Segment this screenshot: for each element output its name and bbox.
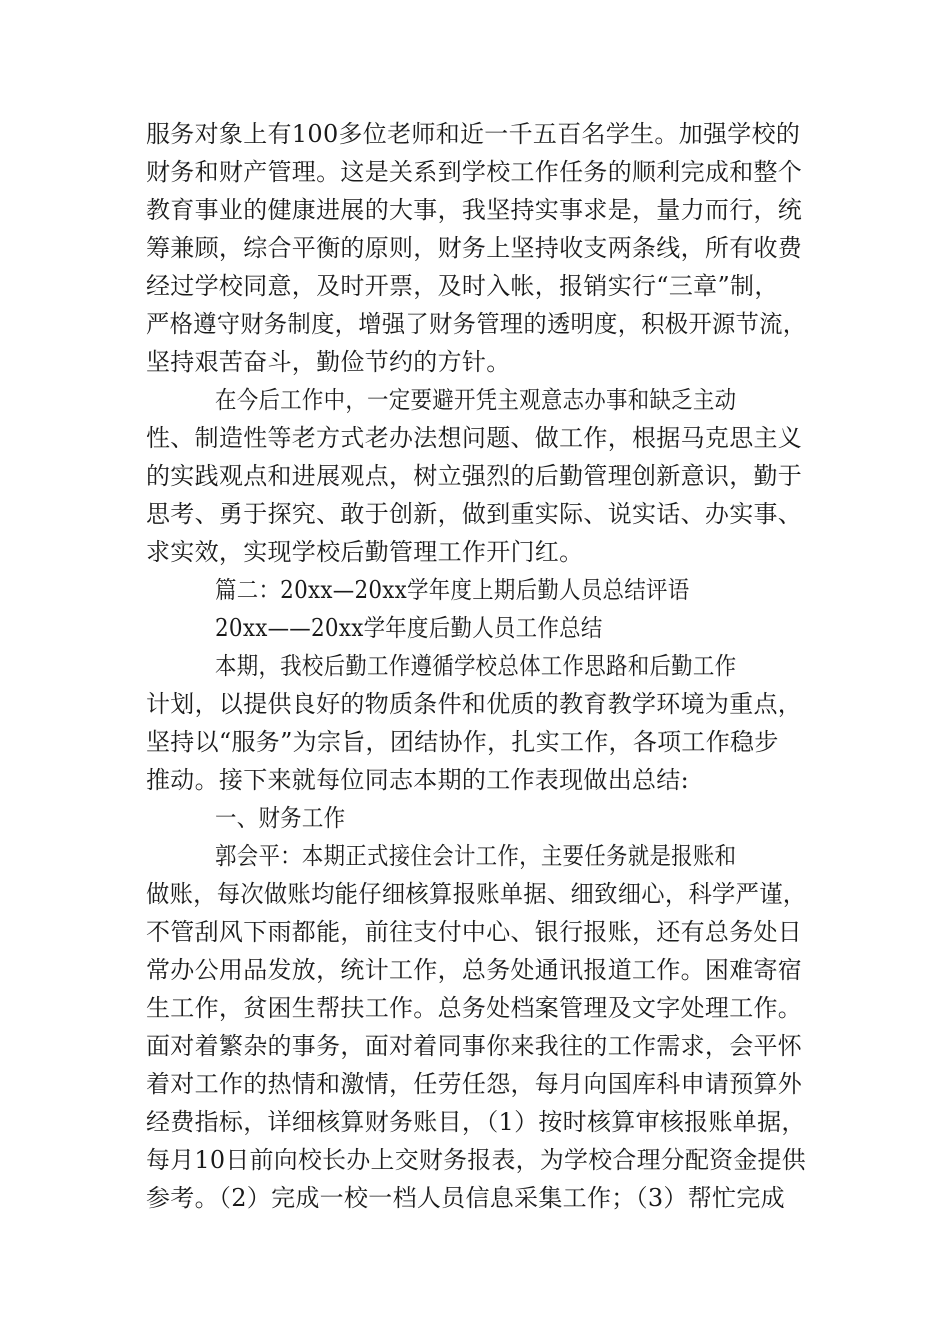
text-line: 着对工作的热情和激情，任劳任怨，每月向国库科申请预算外 <box>146 1070 803 1098</box>
text-line: 面对着繁杂的事务，面对着同事你来我往的工作需求，会平怀 <box>146 1032 803 1060</box>
text-line: 经费指标，详细核算财务账目，（1）按时核算审核报账单据， <box>146 1108 806 1136</box>
text-line: 计划，以提供良好的物质条件和优质的教育教学环境为重点， <box>146 690 803 718</box>
document-subtitle: 20xx——20xx学年度后勤人员工作总结 <box>215 614 603 642</box>
text-line: 服务对象上有100多位老师和近一千五百名学生。加强学校的 <box>146 120 801 148</box>
text-line: 坚持以“服务”为宗旨，团结协作，扎实工作，各项工作稳步 <box>146 728 779 756</box>
section-heading: 篇二：20xx—20xx学年度上期后勤人员总结评语 <box>215 576 690 604</box>
text-line: 本期，我校后勤工作遵循学校总体工作思路和后勤工作 <box>215 652 737 680</box>
text-line: 经过学校同意，及时开票，及时入帐，报销实行“三章”制， <box>146 272 779 300</box>
text-line: 在今后工作中，一定要避开凭主观意志办事和缺乏主动 <box>215 386 737 414</box>
text-line: 性、制造性等老方式老办法想问题、做工作，根据马克思主义 <box>146 424 803 452</box>
text-line: 严格遵守财务制度，增强了财务管理的透明度，积极开源节流， <box>146 310 807 338</box>
text-line: 筹兼顾，综合平衡的原则，财务上坚持收支两条线，所有收费 <box>146 234 803 262</box>
text-line: 坚持艰苦奋斗，勤俭节约的方针。 <box>146 348 511 376</box>
text-line: 教育事业的健康进展的大事，我坚持实事求是，量力而行，统 <box>146 196 803 224</box>
text-line: 的实践观点和进展观点，树立强烈的后勤管理创新意识，勤于 <box>146 462 803 490</box>
text-line: 做账，每次做账均能仔细核算报账单据、细致细心，科学严谨， <box>146 880 807 908</box>
subsection-heading: 一、财务工作 <box>215 804 346 832</box>
text-line: 推动。接下来就每位同志本期的工作表现做出总结: <box>146 766 689 794</box>
text-line: 生工作，贫困生帮扶工作。总务处档案管理及文字处理工作。 <box>146 994 803 1022</box>
text-line: 参考。（2）完成一校一档人员信息采集工作；（3）帮忙完成 <box>146 1184 785 1212</box>
text-line: 常办公用品发放，统计工作，总务处通讯报道工作。困难寄宿 <box>146 956 803 984</box>
text-line: 不管刮风下雨都能，前往支付中心、银行报账，还有总务处日 <box>146 918 803 946</box>
text-line: 每月10日前向校长办上交财务报表，为学校合理分配资金提供 <box>146 1146 806 1174</box>
text-line: 求实效，实现学校后勤管理工作开门红。 <box>146 538 584 566</box>
text-line: 郭会平：本期正式接住会计工作，主要任务就是报账和 <box>215 842 737 870</box>
text-line: 财务和财产管理。这是关系到学校工作任务的顺利完成和整个 <box>146 158 803 186</box>
text-line: 思考、勇于探究、敢于创新，做到重实际、说实话、办实事、 <box>146 500 803 528</box>
